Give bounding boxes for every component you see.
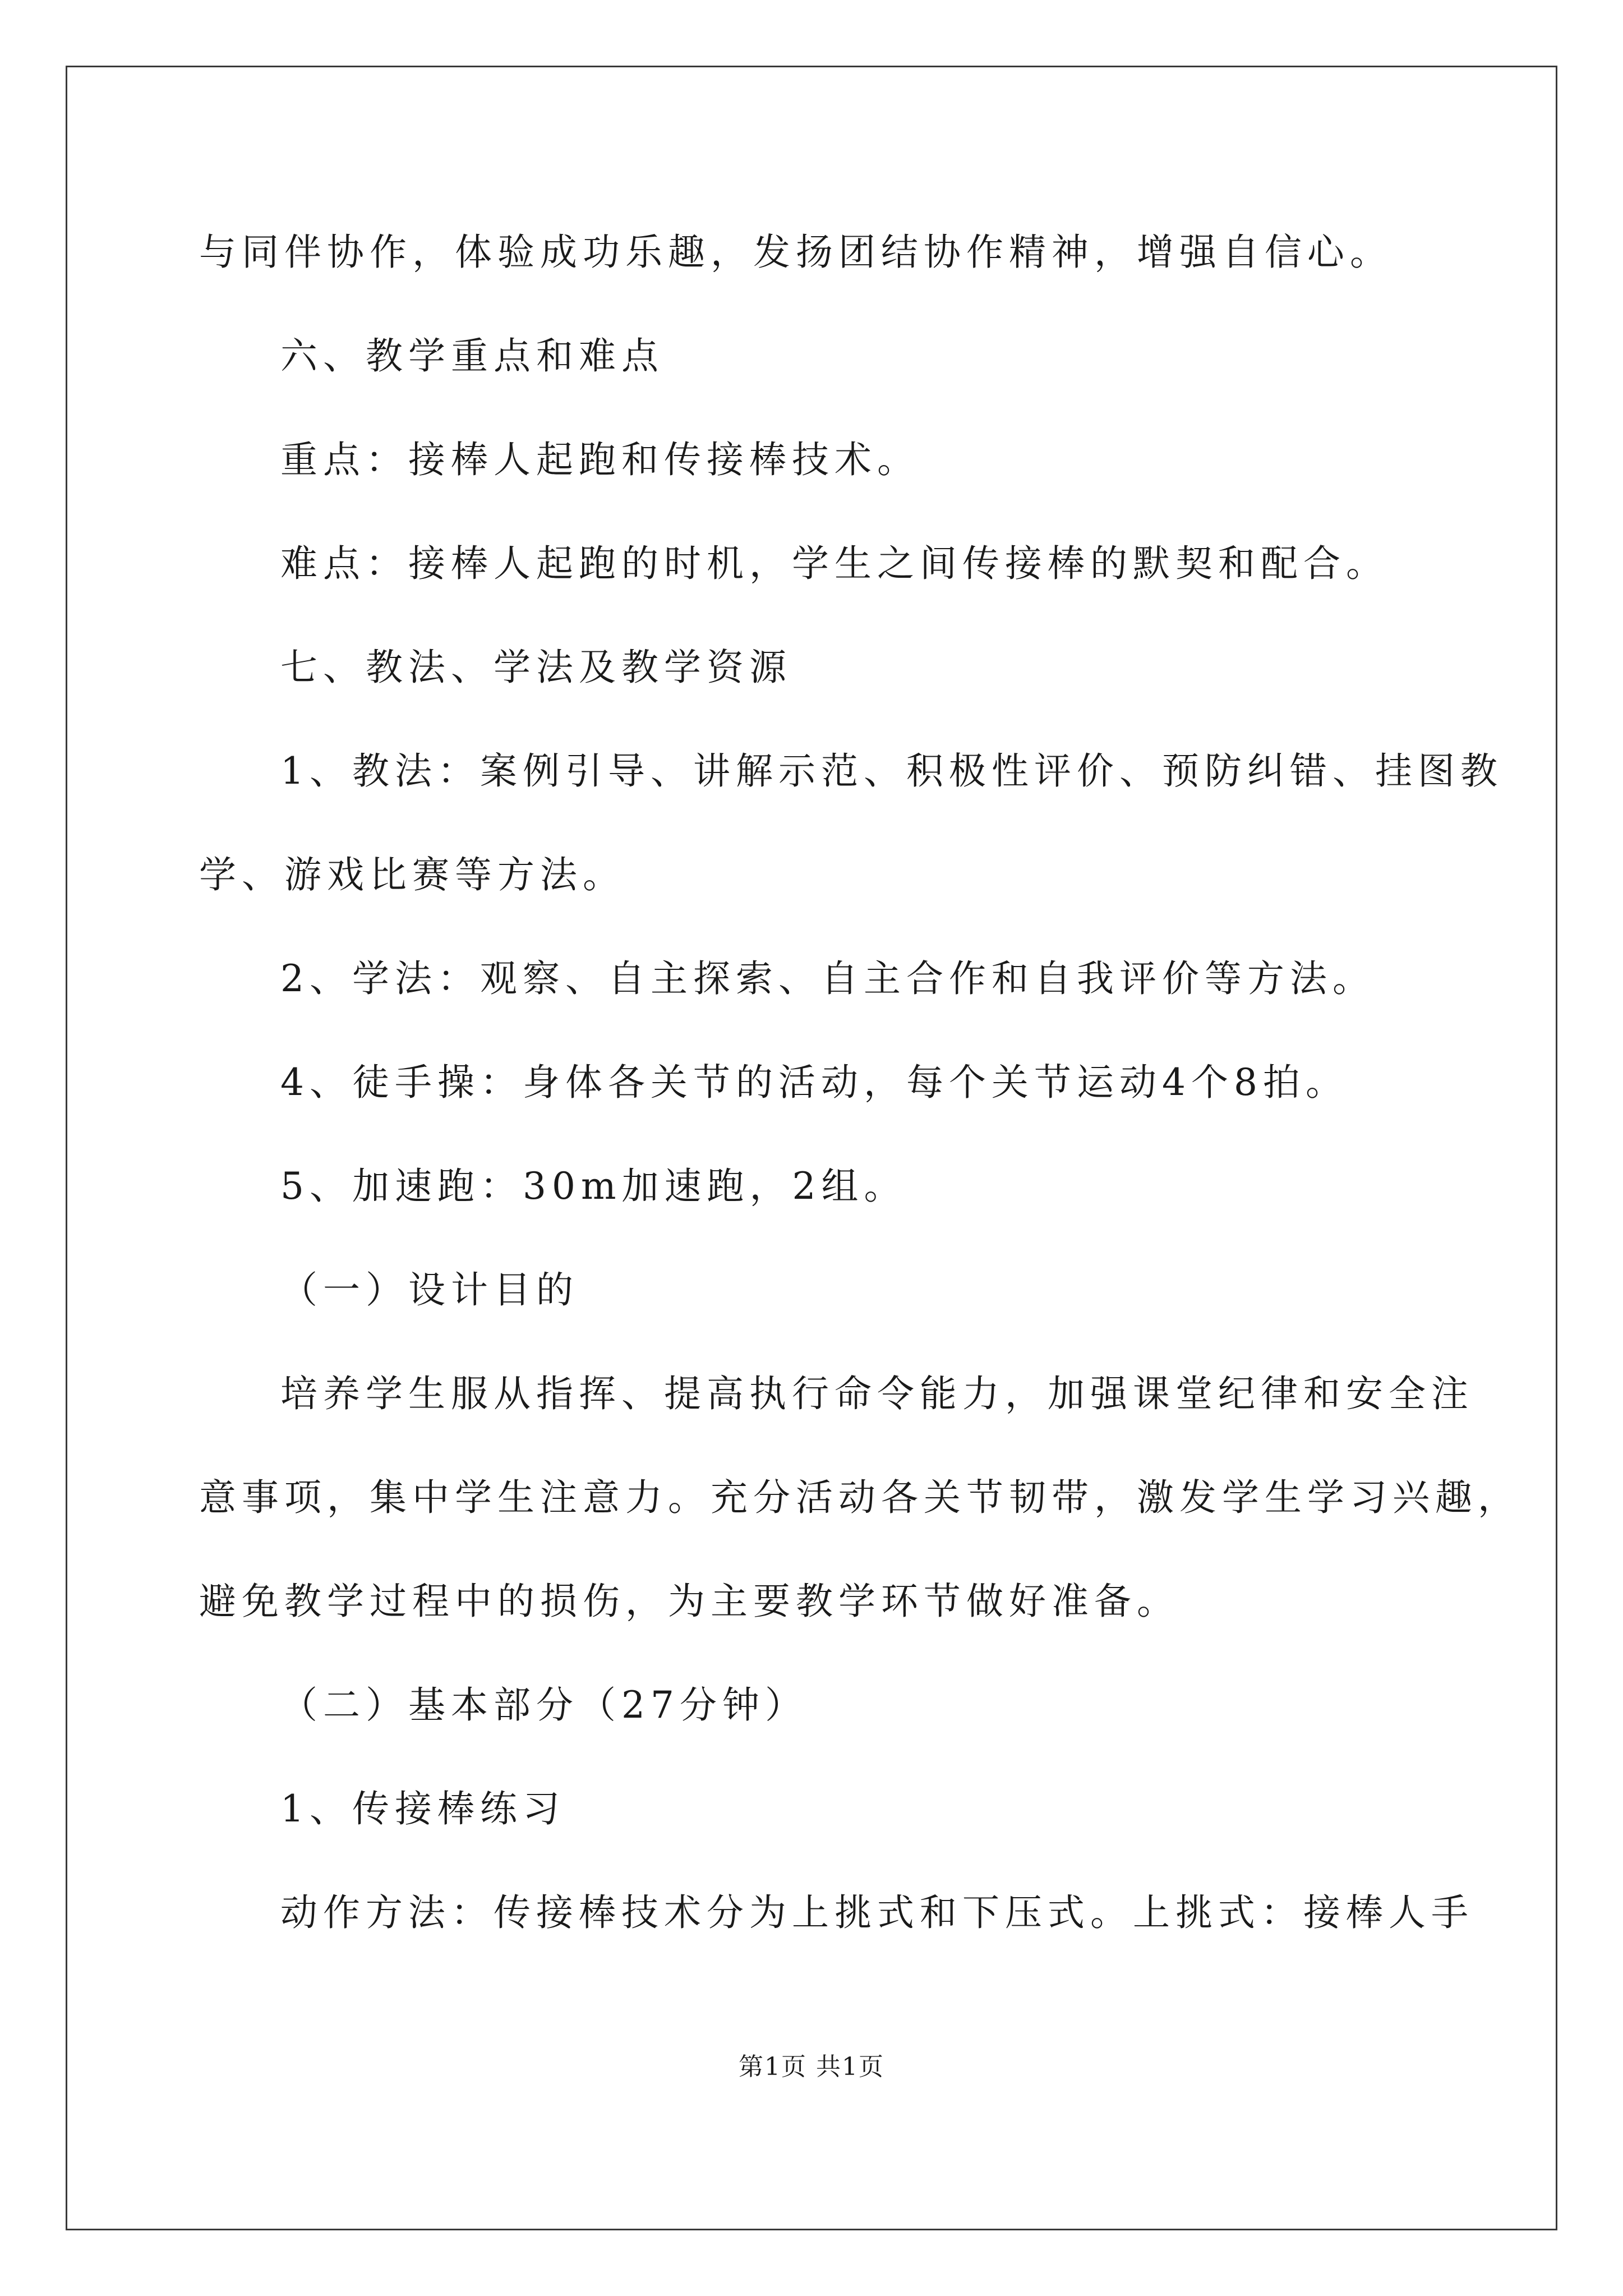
text-line: 学、游戏比赛等方法。 — [199, 853, 625, 896]
text-line: 5、加速跑：30m加速跑，2组。 — [280, 1165, 907, 1208]
text-line: 1、教法：案例引导、讲解示范、积极性评价、预防纠错、挂图教 — [280, 749, 1503, 793]
text-line: 避免教学过程中的损伤，为主要教学环节做好准备。 — [199, 1580, 1179, 1623]
text-line: 培养学生服从指挥、提高执行命令能力，加强课堂纪律和安全注 — [280, 1372, 1474, 1415]
section-heading: 七、教法、学法及教学资源 — [280, 646, 792, 689]
text-line: 与同伴协作，体验成功乐趣，发扬团结协作精神，增强自信心。 — [199, 231, 1393, 274]
section-heading: （一）设计目的 — [280, 1268, 579, 1312]
section-heading: 六、教学重点和难点 — [280, 334, 664, 378]
text-line: 1、传接棒练习 — [280, 1787, 565, 1830]
text-line: 意事项，集中学生注意力。充分活动各关节韧带，激发学生学习兴趣， — [199, 1476, 1520, 1519]
section-heading: （二）基本部分（27分钟） — [280, 1683, 808, 1727]
text-line: 4、徒手操：身体各关节的活动，每个关节运动4个8拍。 — [280, 1061, 1348, 1104]
text-line: 难点：接棒人起跑的时机，学生之间传接棒的默契和配合。 — [280, 542, 1389, 585]
page-number-footer: 第1页 共1页 — [739, 2053, 884, 2081]
text-line: 重点：接棒人起跑和传接棒技术。 — [280, 438, 920, 481]
text-line: 动作方法：传接棒技术分为上挑式和下压式。上挑式：接棒人手 — [280, 1891, 1474, 1934]
text-line: 2、学法：观察、自主探索、自主合作和自我评价等方法。 — [280, 957, 1375, 1000]
